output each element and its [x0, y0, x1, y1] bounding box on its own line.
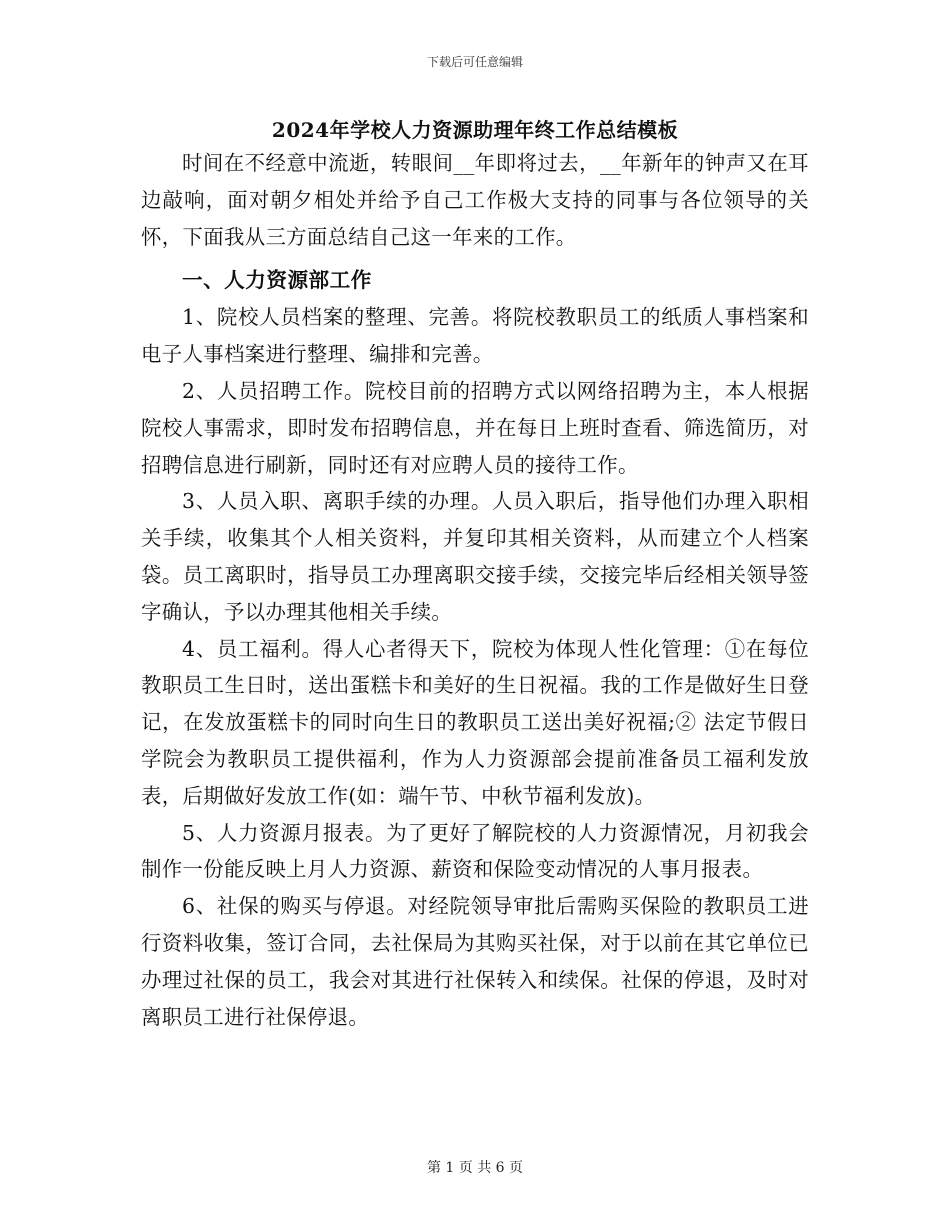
item-5-paragraph: 5、人力资源月报表。为了更好了解院校的人力资源情况，月初我会制作一份能反映上月人力资源、薪资和保险变动情况的人事月报表。: [141, 820, 809, 882]
item-2-paragraph: 2、人员招聘工作。院校目前的招聘方式以网络招聘为主，本人根据院校人事需求，即时发布招聘信息，并在每日上班时查看、筛选简历，对招聘信息进行刷新，同时还有对应聘人员的接待工作。: [141, 378, 809, 477]
document-body: [141, 145, 809, 1035]
item-6-paragraph: 6、社保的购买与停退。对经院领导审批后需购买保险的教职员工进行资料收集，签订合同，去社保局为其购买社保，对于以前在其它单位已办理过社保的员工，我会对其进行社保转入和续保。社保的停退，及时对离职员工进行社保停退。: [141, 894, 809, 1029]
page-number-footer: 第 1 页 共 6 页: [426, 1160, 524, 1176]
item-1-paragraph: 1、院校人员档案的整理、完善。将院校教职员工的纸质人事档案和电子人事档案进行整理、编排和完善。: [141, 305, 809, 367]
item-4-paragraph: 4、员工福利。得人心者得天下，院校为体现人性化管理：①在每位教职员工生日时，送出蛋糕卡和美好的生日祝福。我的工作是做好生日登记，在发放蛋糕卡的同时向生日的教职员工送出美好祝福;② 法定节假日学院会为教职员工提供福利，作为人力资源部会提前准备员工福利发放表，后期做好发放工作(如：端午节、中秋节福利发放)。: [141, 636, 809, 808]
item-3-paragraph: 3、人员入职、离职手续的办理。人员入职后，指导他们办理入职相关手续，收集其个人相关资料，并复印其相关资料，从而建立个人档案袋。员工离职时，指导员工办理离职交接手续，交接完毕后经相关领导签字确认，予以办理其他相关手续。: [141, 489, 809, 624]
header-note: 下载后可任意编辑: [426, 55, 523, 69]
section-heading: 一、人力资源部工作: [182, 268, 372, 293]
document-title: 2024年学校人力资源助理年终工作总结模板: [271, 118, 679, 142]
intro-paragraph: 时间在不经意中流逝，转眼间__年即将过去，__年新年的钟声又在耳边敲响，面对朝夕相处并给予自己工作极大支持的同事与各位领导的关怀，下面我从三方面总结自己这一年来的工作。: [141, 151, 809, 249]
